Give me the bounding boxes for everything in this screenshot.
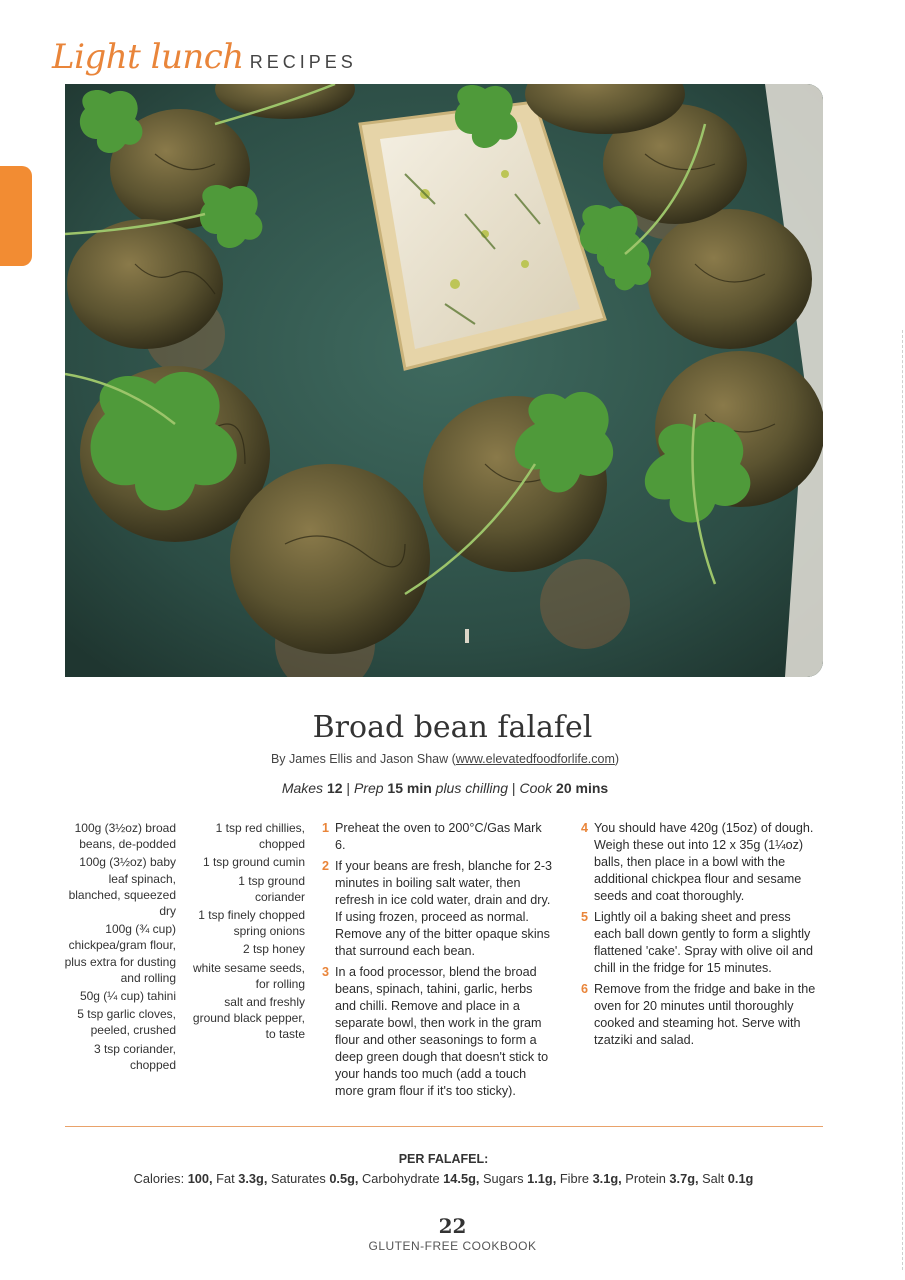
ingredient-item: 100g (3½oz) broad beans, de-podded <box>74 821 176 852</box>
nutrition-value: 0.5g, <box>329 1171 359 1186</box>
ingredient-item: 1 tsp ground coriander <box>238 873 305 904</box>
ingredient-item: white sesame seeds, for rolling <box>192 960 305 991</box>
timing-separator: | <box>346 780 351 796</box>
step-text: In a food processor, blend the broad beans, spinach, tahini, garlic, herbs and chilli. Remove and place in a separate bowl, then work in the gram flour and other seasonings to form a deep green dough that doesn't stick to your hands too much (add a touch more gram flour if it's too sticky). <box>335 965 549 1098</box>
ingredients-column-1 <box>60 820 176 1075</box>
nutrition-label: Carbohydrate <box>362 1171 440 1186</box>
header-caps-title: RECIPES <box>249 52 357 72</box>
method-column-2 <box>581 820 817 1053</box>
nutrition-value: 0.1g <box>727 1171 754 1186</box>
ingredient-item: 3 tsp coriander, chopped <box>93 1041 176 1072</box>
divider-rule <box>65 1126 823 1127</box>
step-text: Lightly oil a baking sheet and press each ball down gently to form a slightly flattened 'cake'. Spray with olive oil and chill in the fridge for 15 minutes. <box>594 910 814 975</box>
byline-suffix: ) <box>614 752 620 766</box>
page-edge-line <box>901 330 903 1270</box>
step-number: 5 <box>581 910 589 924</box>
step-text: You should have 420g (15oz) of dough. Weigh these out into 12 x 35g (1¼oz) balls, then place in a bowl with the additional chickpea flour and sesame seeds and coat thoroughly. <box>594 821 814 903</box>
nutrition-line <box>0 1171 887 1186</box>
step-text: Preheat the oven to 200°C/Gas Mark 6. <box>335 821 542 852</box>
makes-label: Makes <box>281 780 324 796</box>
byline-link[interactable]: www.elevatedfoodforlife.com <box>455 752 615 766</box>
timing-separator: | <box>511 780 516 796</box>
nutrition-label: Fat <box>216 1171 235 1186</box>
recipe-byline <box>0 752 890 766</box>
ingredient-item: 100g (¾ cup) chickpea/gram flour, plus extra for dusting and rolling <box>64 922 176 985</box>
method-step <box>581 981 817 1049</box>
publication-name: GLUTEN-FREE COOKBOOK <box>368 1239 537 1253</box>
step-number: 1 <box>322 821 330 835</box>
nutrition-value: 1.1g, <box>527 1171 557 1186</box>
recipe-title: Broad bean falafel <box>312 710 593 745</box>
nutrition-title: PER FALAFEL: <box>398 1152 489 1166</box>
ingredient-item: 1 tsp finely chopped spring onions <box>198 908 305 939</box>
step-text: Remove from the fridge and bake in the oven for 20 minutes until thoroughly cooked and steaming hot. Serve with tzatziki and salad. <box>594 982 816 1047</box>
nutrition-label: Salt <box>702 1171 725 1186</box>
prep-suffix: plus chilling <box>435 780 509 796</box>
ingredient-item: 5 tsp garlic cloves, peeled, crushed <box>77 1007 176 1038</box>
byline-prefix: By James Ellis and Jason Shaw ( <box>270 752 456 766</box>
method-column-1 <box>322 820 552 1104</box>
nutrition-label: Saturates <box>270 1171 326 1186</box>
ingredient-item: 100g (3½oz) baby leaf spinach, blanched, squeezed dry <box>68 855 176 919</box>
recipe-timing <box>0 780 890 796</box>
nutrition-value: 14.5g, <box>443 1171 480 1186</box>
method-step <box>322 820 552 854</box>
cook-value: 20 mins <box>556 780 609 796</box>
method-step <box>581 820 817 905</box>
nutrition-value: 3.1g, <box>592 1171 622 1186</box>
cook-label: Cook <box>519 780 553 796</box>
step-number: 6 <box>581 982 589 996</box>
step-number: 3 <box>322 965 330 979</box>
step-number: 4 <box>581 821 589 835</box>
section-header <box>52 30 357 84</box>
nutrition-label: Sugars <box>483 1171 524 1186</box>
ingredients-column-2 <box>190 820 305 1045</box>
section-tab <box>0 166 32 266</box>
nutrition-value: 100, <box>187 1171 213 1186</box>
method-step <box>322 964 552 1100</box>
method-step <box>322 858 552 960</box>
ingredient-item: salt and freshly ground black pepper, to taste <box>192 995 305 1042</box>
page-number: 22 <box>438 1214 467 1238</box>
header-script-title: Light lunch <box>52 37 244 77</box>
prep-label: Prep <box>353 780 384 796</box>
ingredient-item: 1 tsp ground cumin <box>202 855 305 870</box>
method-step <box>581 909 817 977</box>
nutrition-value: 3.7g, <box>669 1171 699 1186</box>
ingredient-item: 50g (¼ cup) tahini <box>79 989 176 1004</box>
nutrition-label: Protein <box>625 1171 666 1186</box>
step-text: If your beans are fresh, blanche for 2-3 minutes in boiling salt water, then refresh in ice cold water, drain and dry. If using frozen, proceed as normal. Remove any of the bitter opaque skins that surround each bean. <box>335 859 553 958</box>
nutrition-label: Fibre <box>559 1171 589 1186</box>
ingredient-item: 1 tsp red chillies, chopped <box>215 821 305 852</box>
falafel-photo <box>65 84 823 677</box>
makes-value: 12 <box>326 780 343 796</box>
falafel-illustration <box>65 84 823 677</box>
nutrition-value: 3.3g, <box>238 1171 268 1186</box>
step-number: 2 <box>322 859 330 873</box>
nutrition-label: Calories: <box>133 1171 185 1186</box>
ingredient-item: 2 tsp honey <box>242 942 305 957</box>
prep-value: 15 min <box>387 780 432 796</box>
